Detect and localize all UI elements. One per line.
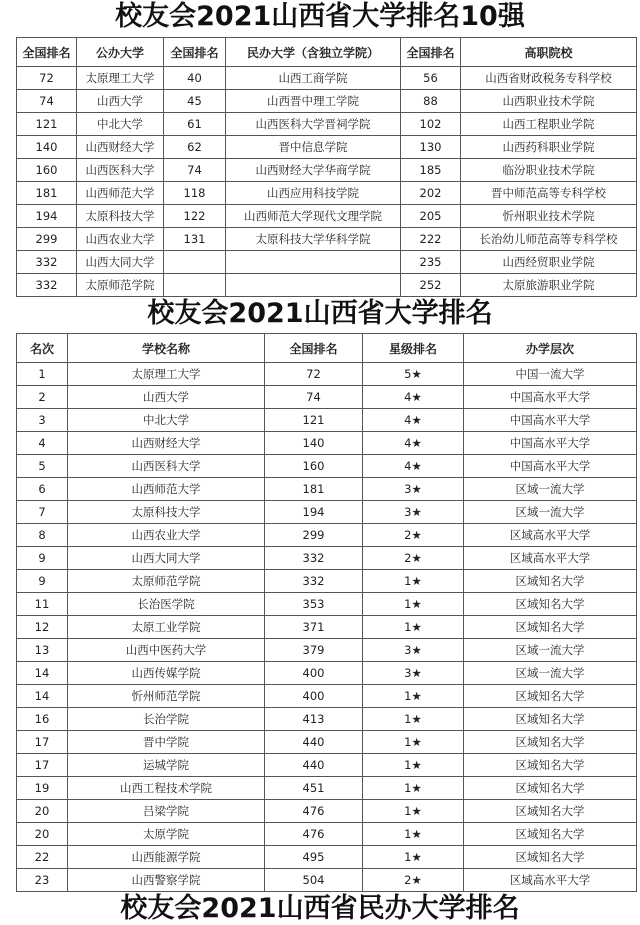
- table-cell: 332: [265, 547, 363, 570]
- table-cell: 太原学院: [68, 823, 265, 846]
- table-cell: 晋中信息学院: [226, 136, 401, 159]
- table-header-row: [17, 334, 637, 363]
- table-row: [17, 685, 637, 708]
- table-cell: 74: [164, 159, 226, 182]
- table-cell: 1★: [363, 800, 464, 823]
- table-cell: 区域知名大学: [464, 685, 637, 708]
- table-cell: 山西农业大学: [68, 524, 265, 547]
- table-cell: 122: [164, 205, 226, 228]
- table-row: [17, 524, 637, 547]
- table-cell: 23: [17, 869, 68, 892]
- table-row: [17, 754, 637, 777]
- table-cell: 4★: [363, 386, 464, 409]
- table-cell: 中国高水平大学: [464, 455, 637, 478]
- table-cell: 371: [265, 616, 363, 639]
- table-cell: 中国高水平大学: [464, 386, 637, 409]
- table-row: [17, 386, 637, 409]
- next-section-title: 校友会2021山西省民办大学排名: [120, 893, 520, 924]
- table-cell: 222: [401, 228, 461, 251]
- table-cell: 晋中学院: [68, 731, 265, 754]
- table-cell: 山西晋中理工学院: [226, 90, 401, 113]
- table-cell: 3★: [363, 639, 464, 662]
- table-row: [17, 455, 637, 478]
- table-row: [17, 182, 637, 205]
- table-cell: 4★: [363, 432, 464, 455]
- table-row: [17, 274, 637, 297]
- table-cell: 太原理工大学: [77, 67, 164, 90]
- column-header: 高职院校: [461, 38, 637, 67]
- table-cell: 2: [17, 386, 68, 409]
- table-cell: 4★: [363, 455, 464, 478]
- table-cell: 区域一流大学: [464, 639, 637, 662]
- table-cell: 12: [17, 616, 68, 639]
- table-cell: 山西大学: [68, 386, 265, 409]
- table-cell: 476: [265, 800, 363, 823]
- table-cell: 118: [164, 182, 226, 205]
- top10-table: [16, 37, 637, 297]
- table-cell: 181: [17, 182, 77, 205]
- table-cell: 区域一流大学: [464, 662, 637, 685]
- table-cell: 1★: [363, 616, 464, 639]
- table-row: [17, 113, 637, 136]
- table-cell: 8: [17, 524, 68, 547]
- table-cell: 山西医科大学: [77, 159, 164, 182]
- table-cell: 中国高水平大学: [464, 432, 637, 455]
- table-cell: 长治学院: [68, 708, 265, 731]
- table-cell: 160: [17, 159, 77, 182]
- table-cell: 17: [17, 731, 68, 754]
- table-row: [17, 547, 637, 570]
- table-cell: 16: [17, 708, 68, 731]
- table-cell: 太原师范学院: [77, 274, 164, 297]
- table-cell: 7: [17, 501, 68, 524]
- table-cell: 3: [17, 409, 68, 432]
- table-cell: 太原理工大学: [68, 363, 265, 386]
- table-cell: 332: [17, 251, 77, 274]
- table-cell: 22: [17, 846, 68, 869]
- table-cell: 2★: [363, 547, 464, 570]
- table-cell: 山西农业大学: [77, 228, 164, 251]
- table-cell: 2★: [363, 524, 464, 547]
- table-cell: 353: [265, 593, 363, 616]
- ranking-table: [16, 333, 637, 892]
- table-cell: 山西财经大学: [77, 136, 164, 159]
- table-cell: 440: [265, 754, 363, 777]
- table-cell: 太原师范学院: [68, 570, 265, 593]
- table-cell: 区域一流大学: [464, 478, 637, 501]
- table-cell: 区域知名大学: [464, 708, 637, 731]
- table-row: [17, 478, 637, 501]
- table-cell: 140: [265, 432, 363, 455]
- table-cell: 山西工程技术学院: [68, 777, 265, 800]
- table-cell: 9: [17, 547, 68, 570]
- table-cell: 476: [265, 823, 363, 846]
- table-cell: 1★: [363, 731, 464, 754]
- table-row: [17, 639, 637, 662]
- table-cell: 晋中师范高等专科学校: [461, 182, 637, 205]
- table-cell: 山西经贸职业学院: [461, 251, 637, 274]
- table-cell: 6: [17, 478, 68, 501]
- table-cell: 山西药科职业学院: [461, 136, 637, 159]
- table-cell: 山西警察学院: [68, 869, 265, 892]
- table-cell: 74: [265, 386, 363, 409]
- table-cell: 区域知名大学: [464, 593, 637, 616]
- table-cell: 区域一流大学: [464, 501, 637, 524]
- table-cell: 400: [265, 662, 363, 685]
- column-header: 民办大学（含独立学院）: [226, 38, 401, 67]
- table-cell: 太原科技大学: [77, 205, 164, 228]
- table-row: [17, 409, 637, 432]
- table-row: [17, 205, 637, 228]
- table-cell: 中北大学: [77, 113, 164, 136]
- column-header: 名次: [17, 334, 68, 363]
- column-header: 全国排名: [17, 38, 77, 67]
- table-cell: [226, 274, 401, 297]
- table-row: [17, 570, 637, 593]
- table-cell: 1★: [363, 593, 464, 616]
- table-cell: 区域高水平大学: [464, 547, 637, 570]
- table-cell: 山西工程职业学院: [461, 113, 637, 136]
- table-cell: 56: [401, 67, 461, 90]
- table-cell: 山西医科大学: [68, 455, 265, 478]
- column-header: 全国排名: [265, 334, 363, 363]
- table-cell: 20: [17, 800, 68, 823]
- table-cell: 山西师范大学现代文理学院: [226, 205, 401, 228]
- table-cell: 长治幼儿师范高等专科学校: [461, 228, 637, 251]
- table-cell: 413: [265, 708, 363, 731]
- table-cell: 14: [17, 662, 68, 685]
- table-cell: 5: [17, 455, 68, 478]
- table-cell: 13: [17, 639, 68, 662]
- table-cell: 194: [17, 205, 77, 228]
- table-cell: 235: [401, 251, 461, 274]
- table-cell: 72: [265, 363, 363, 386]
- table-cell: 130: [401, 136, 461, 159]
- table-cell: 长治医学院: [68, 593, 265, 616]
- table-cell: 区域知名大学: [464, 846, 637, 869]
- table-cell: 11: [17, 593, 68, 616]
- table-cell: 太原工业学院: [68, 616, 265, 639]
- table-cell: 山西师范大学: [77, 182, 164, 205]
- table-row: [17, 777, 637, 800]
- table-cell: 山西财经大学: [68, 432, 265, 455]
- table-row: [17, 90, 637, 113]
- table-row: [17, 800, 637, 823]
- table-cell: 74: [17, 90, 77, 113]
- table-cell: 88: [401, 90, 461, 113]
- table-cell: 194: [265, 501, 363, 524]
- table-row: [17, 593, 637, 616]
- table-cell: 252: [401, 274, 461, 297]
- table-row: [17, 708, 637, 731]
- table-cell: 202: [401, 182, 461, 205]
- table-cell: 5★: [363, 363, 464, 386]
- table-cell: 504: [265, 869, 363, 892]
- table-cell: 山西省财政税务专科学校: [461, 67, 637, 90]
- table-header-row: [17, 38, 637, 67]
- table-row: [17, 869, 637, 892]
- table-cell: 121: [17, 113, 77, 136]
- table-cell: 山西工商学院: [226, 67, 401, 90]
- table-cell: 忻州师范学院: [68, 685, 265, 708]
- table-cell: 山西中医药大学: [68, 639, 265, 662]
- table-cell: 中国高水平大学: [464, 409, 637, 432]
- table-cell: 1★: [363, 708, 464, 731]
- table-cell: 忻州职业技术学院: [461, 205, 637, 228]
- table-cell: 440: [265, 731, 363, 754]
- table-row: [17, 251, 637, 274]
- table-cell: 山西大同大学: [68, 547, 265, 570]
- table-cell: 山西职业技术学院: [461, 90, 637, 113]
- table-cell: 山西大同大学: [77, 251, 164, 274]
- table-cell: 205: [401, 205, 461, 228]
- column-header: 星级排名: [363, 334, 464, 363]
- table-cell: 3★: [363, 662, 464, 685]
- table-cell: 185: [401, 159, 461, 182]
- table-cell: 3★: [363, 478, 464, 501]
- table-cell: 299: [265, 524, 363, 547]
- table-cell: 山西应用科技学院: [226, 182, 401, 205]
- table-row: [17, 136, 637, 159]
- table-cell: 45: [164, 90, 226, 113]
- table-cell: 区域知名大学: [464, 754, 637, 777]
- column-header: 办学层次: [464, 334, 637, 363]
- table-cell: 区域知名大学: [464, 800, 637, 823]
- table-cell: 4: [17, 432, 68, 455]
- table-cell: 62: [164, 136, 226, 159]
- table-cell: 102: [401, 113, 461, 136]
- table-cell: 太原科技大学华科学院: [226, 228, 401, 251]
- table-row: [17, 159, 637, 182]
- table-row: [17, 616, 637, 639]
- table-cell: 山西能源学院: [68, 846, 265, 869]
- table-cell: [164, 274, 226, 297]
- table-cell: 3★: [363, 501, 464, 524]
- table-row: [17, 823, 637, 846]
- table-cell: 332: [265, 570, 363, 593]
- table-cell: [164, 251, 226, 274]
- top10-title: 校友会2021山西省大学排名10强: [115, 1, 525, 32]
- table-cell: 9: [17, 570, 68, 593]
- table-cell: 181: [265, 478, 363, 501]
- table-cell: 吕梁学院: [68, 800, 265, 823]
- table-cell: 14: [17, 685, 68, 708]
- table-cell: 临汾职业技术学院: [461, 159, 637, 182]
- table-cell: 区域高水平大学: [464, 524, 637, 547]
- table-cell: 山西医科大学晋祠学院: [226, 113, 401, 136]
- table-cell: 451: [265, 777, 363, 800]
- table-cell: 山西财经大学华商学院: [226, 159, 401, 182]
- table-cell: 40: [164, 67, 226, 90]
- table-cell: [226, 251, 401, 274]
- table-cell: 495: [265, 846, 363, 869]
- table-cell: 20: [17, 823, 68, 846]
- table-cell: 区域知名大学: [464, 570, 637, 593]
- table-row: [17, 731, 637, 754]
- table-cell: 区域知名大学: [464, 731, 637, 754]
- table-cell: 2★: [363, 869, 464, 892]
- table-cell: 1★: [363, 823, 464, 846]
- table-cell: 332: [17, 274, 77, 297]
- table-cell: 区域高水平大学: [464, 869, 637, 892]
- table-cell: 19: [17, 777, 68, 800]
- table-cell: 区域知名大学: [464, 777, 637, 800]
- table-cell: 131: [164, 228, 226, 251]
- table-cell: 山西师范大学: [68, 478, 265, 501]
- table-cell: 379: [265, 639, 363, 662]
- table-cell: 山西传媒学院: [68, 662, 265, 685]
- table-cell: 72: [17, 67, 77, 90]
- table-cell: 400: [265, 685, 363, 708]
- table-cell: 1★: [363, 685, 464, 708]
- table-cell: 中国一流大学: [464, 363, 637, 386]
- table-row: [17, 501, 637, 524]
- table-row: [17, 228, 637, 251]
- table-cell: 17: [17, 754, 68, 777]
- table-cell: 61: [164, 113, 226, 136]
- table-row: [17, 662, 637, 685]
- table-row: [17, 432, 637, 455]
- table-cell: 160: [265, 455, 363, 478]
- table-cell: 山西大学: [77, 90, 164, 113]
- table-cell: 中北大学: [68, 409, 265, 432]
- table-cell: 4★: [363, 409, 464, 432]
- table-cell: 1: [17, 363, 68, 386]
- column-header: 公办大学: [77, 38, 164, 67]
- column-header: 学校名称: [68, 334, 265, 363]
- table-cell: 1★: [363, 846, 464, 869]
- ranking-title: 校友会2021山西省大学排名: [147, 298, 493, 329]
- table-cell: 1★: [363, 777, 464, 800]
- table-cell: 1★: [363, 754, 464, 777]
- table-cell: 运城学院: [68, 754, 265, 777]
- table-cell: 太原旅游职业学院: [461, 274, 637, 297]
- table-cell: 299: [17, 228, 77, 251]
- table-row: [17, 363, 637, 386]
- table-row: [17, 67, 637, 90]
- table-row: [17, 846, 637, 869]
- table-cell: 区域知名大学: [464, 823, 637, 846]
- table-cell: 区域知名大学: [464, 616, 637, 639]
- table-cell: 太原科技大学: [68, 501, 265, 524]
- table-cell: 121: [265, 409, 363, 432]
- table-cell: 140: [17, 136, 77, 159]
- table-cell: 1★: [363, 570, 464, 593]
- column-header: 全国排名: [164, 38, 226, 67]
- column-header: 全国排名: [401, 38, 461, 67]
